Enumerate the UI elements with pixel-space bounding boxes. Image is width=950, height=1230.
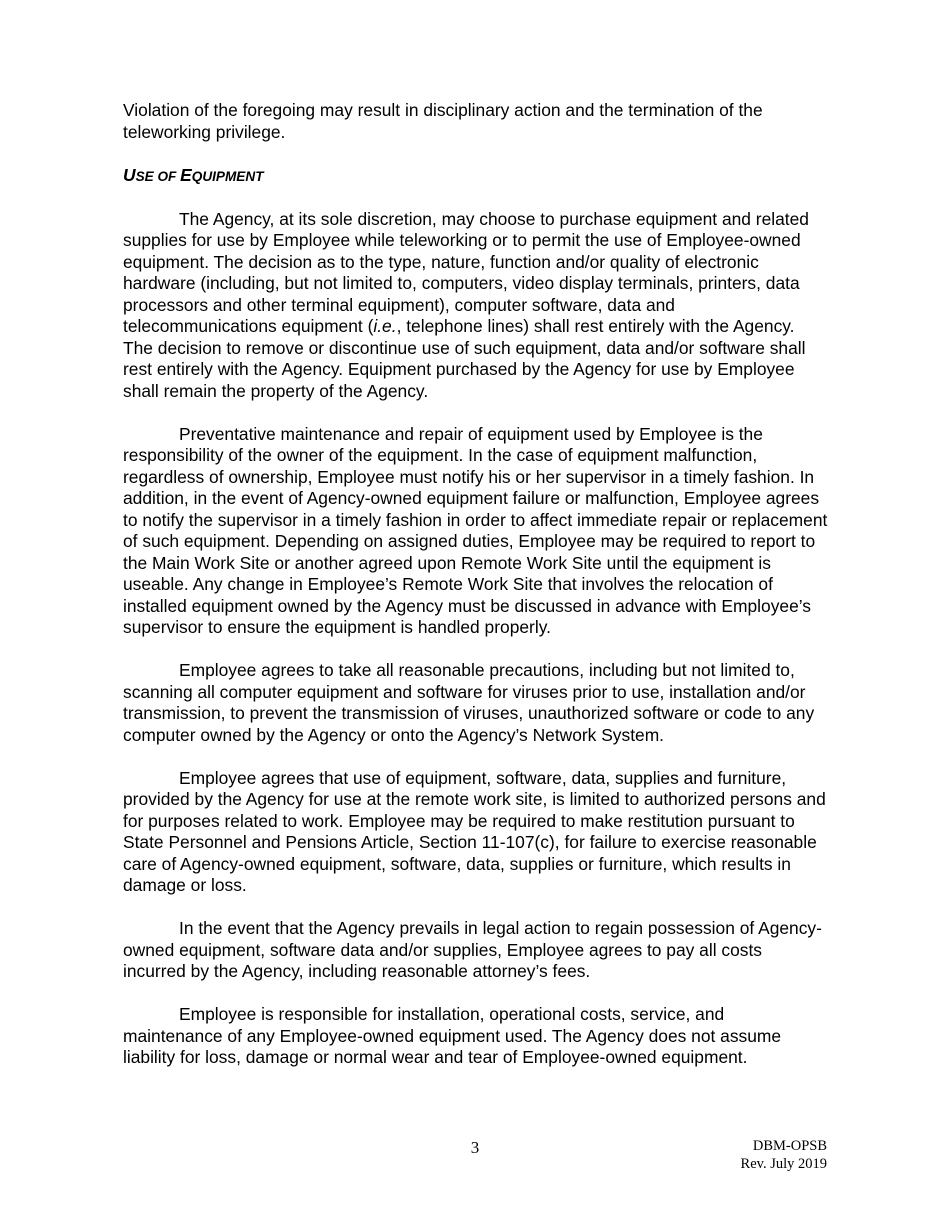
heading-cap-1: U — [123, 164, 136, 185]
heading-rest-1: SE OF — [135, 168, 181, 184]
paragraph-maintenance-repair: Preventative maintenance and repair of equipment used by Employee is the responsibility of the owner of the equipment. In the case of equipment malfunction, regardless of ownership, Employee must notify his or her supervisor in a timely fashion. In addition, in the event of Agency-owned equipment failure or malfunction, Employee agrees to notify the supervisor in a timely fashion in order to affect immediate repair or replacement of such equipment. Depending on assigned duties, Employee may be required to report to the Main Work Site or another agreed upon Remote Work Site until the equipment is useable. Any change in Employee’s Remote Work Site that involves the relocation of installed equipment owned by the Agency must be discussed in advance with Employee’s supervisor to ensure the equipment is handled properly. — [123, 423, 828, 637]
paragraph-authorized-use: Employee agrees that use of equipment, software, data, supplies and furniture, provided by the Agency for use at the remote work site, is limited to authorized persons and for purposes related to work. Employee may be required to make restitution pursuant to State Personnel and Pensions Article, Section 11-107(c), for failure to exercise reasonable care of Agency-owned equipment, software, data, supplies or furniture, which results in damage or loss. — [123, 767, 826, 895]
paragraph-virus-precautions: Employee agrees to take all reasonable precautions, including but not limited to, scanning all computer equipment and software for viruses prior to use, installation and/or transmission, to prevent the transmission of viruses, unauthorized software or code to any computer owned by the Agency or onto the Agency’s Network System. — [123, 660, 815, 745]
p1-italic-ie: i.e. — [373, 316, 397, 336]
p1-text-after: , telephone lines) shall rest entirely with the Agency. The decision to remove or discontinue use of such equipment, data and/or software shall rest entirely with the Agency. Equipment purchased by the Agency for use by Employee shall remain the property of the Agency. — [123, 316, 806, 401]
p1-text-before: The Agency, at its sole discretion, may choose to purchase equipment and related supplies for use by Employee while teleworking or to permit the use of Employee-owned equipment. The decision as to the type, nature, function and/or quality of electronic hardware (including, but not limited to, computers, video display terminals, printers, data processors and other terminal equipment), computer software, data and telecommunications equipment ( — [123, 208, 809, 336]
paragraph-employee-owned-equipment: Employee is responsible for installation, operational costs, service, and maintenance of any Employee-owned equipment used. The Agency does not assume liability for loss, damage or normal wear and tear of Employee-owned equipment. — [123, 1004, 782, 1067]
footer-revision: Rev. July 2019 — [740, 1156, 827, 1172]
section-heading-use-of-equipment — [123, 165, 828, 188]
paragraph-equipment-purchase — [123, 209, 828, 403]
paragraph-legal-action: In the event that the Agency prevails in legal action to regain possession of Agency-owned equipment, software data and/or supplies, Employee agrees to pay all costs incurred by the Agency, including reasonable attorney’s fees. — [123, 918, 822, 981]
document-body — [123, 100, 828, 1090]
heading-cap-2: E — [180, 164, 192, 185]
footer-doc-id: DBM-OPSB — [752, 1138, 827, 1154]
heading-rest-2: QUIPMENT — [191, 168, 264, 184]
footer-doc-info — [741, 1137, 827, 1173]
page-number: 3 — [470, 1138, 480, 1157]
intro-paragraph: Violation of the foregoing may result in disciplinary action and the termination of the teleworking privilege. — [123, 100, 763, 142]
